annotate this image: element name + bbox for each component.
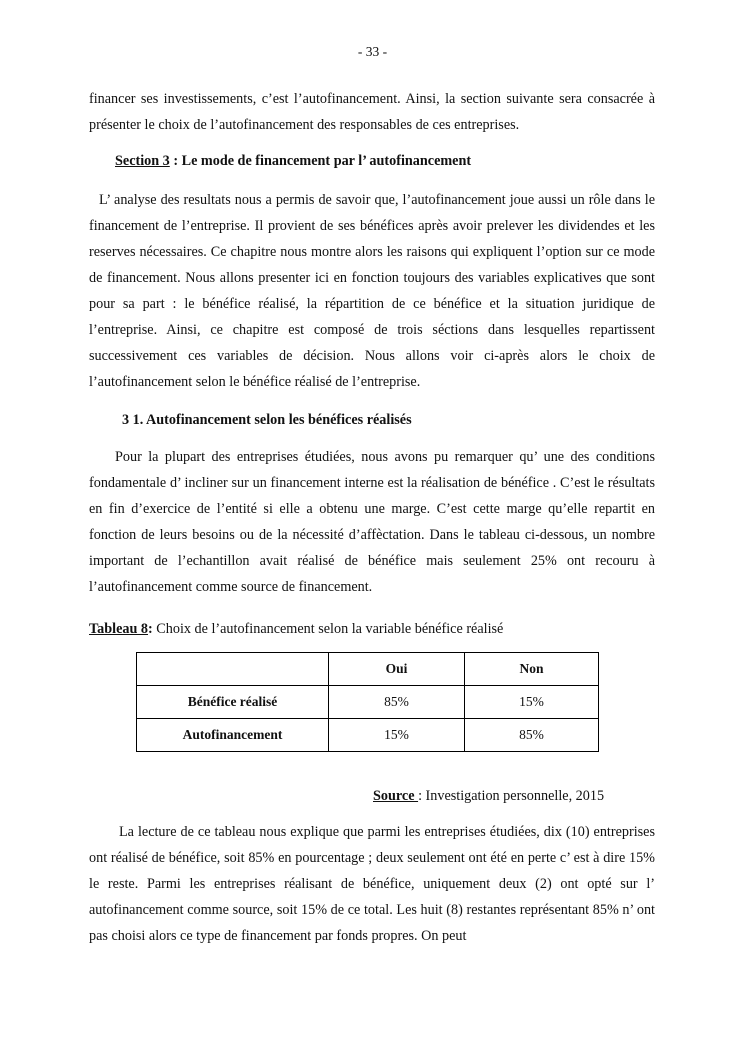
table-caption-label: Tableau 8 (89, 621, 149, 637)
section-heading (115, 148, 655, 174)
results-table (136, 652, 599, 752)
table-header-empty (137, 653, 329, 686)
table-cell-non: 85% (465, 719, 599, 752)
source-text: : Investigation personnelle, 2015 (418, 788, 605, 804)
table-header-oui: Oui (329, 653, 465, 686)
table-row-label: Autofinancement (137, 719, 329, 752)
table-header-row (137, 653, 599, 686)
table-caption-colon: : (148, 621, 153, 637)
section-title: : Le mode de financement par l’ autofinancement (169, 153, 472, 169)
intro-paragraph: financer ses investissements, c’est l’autofinancement. Ainsi, la section suivante sera consacrée à présenter le choix de l’autofinancement des responsables de ces entreprises. (89, 91, 655, 133)
subsection-paragraph: Pour la plupart des entreprises étudiées, nous avons pu remarquer qu’ une des conditions fondamentale d’ incliner sur un financement interne est la réalisation de bénéfice . C’est le résultats en fin d’exercice de l’entité si elle a obtenu une marge. C’est cette marge qu’elle repartit en fonction de leurs besoins ou de la nécessité d’affèctation. Dans le tableau ci-dessous, un nombre important de l’echantillon avait réalisé de bénéfice mais seulement 25% ont recouru à l’autofinancement comme source de financement. (89, 449, 655, 595)
table-caption (89, 616, 655, 642)
final-paragraph: La lecture de ce tableau nous explique que parmi les entreprises étudiées, dix (10) entreprises ont réalisé de bénéfice, soit 85% en pourcentage ; deux seulement ont été en perte c’ est à dire 15% le reste. Parmi les entreprises réalisant de bénéfice, uniquement deux (2) ont opté sur l’ autofinancement comme source, soit 15% de ce total. Les huit (8) restantes représentant 85% n’ ont pas choisi alors ce type de financement par fonds propres. On peut (89, 824, 655, 944)
table-cell-oui: 15% (329, 719, 465, 752)
table-cell-non: 15% (465, 686, 599, 719)
table-row-label: Bénéfice réalisé (137, 686, 329, 719)
table-row (137, 686, 599, 719)
subsection-title: 3 1. Autofinancement selon les bénéfices réalisés (122, 412, 412, 428)
table-header-non: Non (465, 653, 599, 686)
table-source (373, 788, 604, 805)
table-caption-text: Choix de l’autofinancement selon la variable bénéfice réalisé (152, 621, 504, 637)
page-number: - 33 - (357, 44, 388, 59)
table-cell-oui: 85% (329, 686, 465, 719)
source-label: Source (373, 788, 419, 804)
section-paragraph: L’ analyse des resultats nous a permis de savoir que, l’autofinancement joue aussi un rôle dans le financement de l’entreprise. Il provient de ses bénéfices après avoir prelever les dividendes et les reserves nécessaires. Ce chapitre nous montre alors les raisons qui expliquent l’option sur ce mode de financement. Nous allons presenter ici en fonction toujours des variables explicatives que sont pour sa part : le bénéfice réalisé, la répartition de ce bénéfice et la situation juridique de l’entreprise. Ainsi, ce chapitre est composé de trois séctions dans lesquelles repartissent successivement ces variables de décision. Nous allons voir ci-après alors le choix de l’autofinancement selon le bénéfice réalisé de l’entreprise. (89, 192, 655, 390)
section-label: Section 3 (115, 153, 170, 169)
table-row (137, 719, 599, 752)
